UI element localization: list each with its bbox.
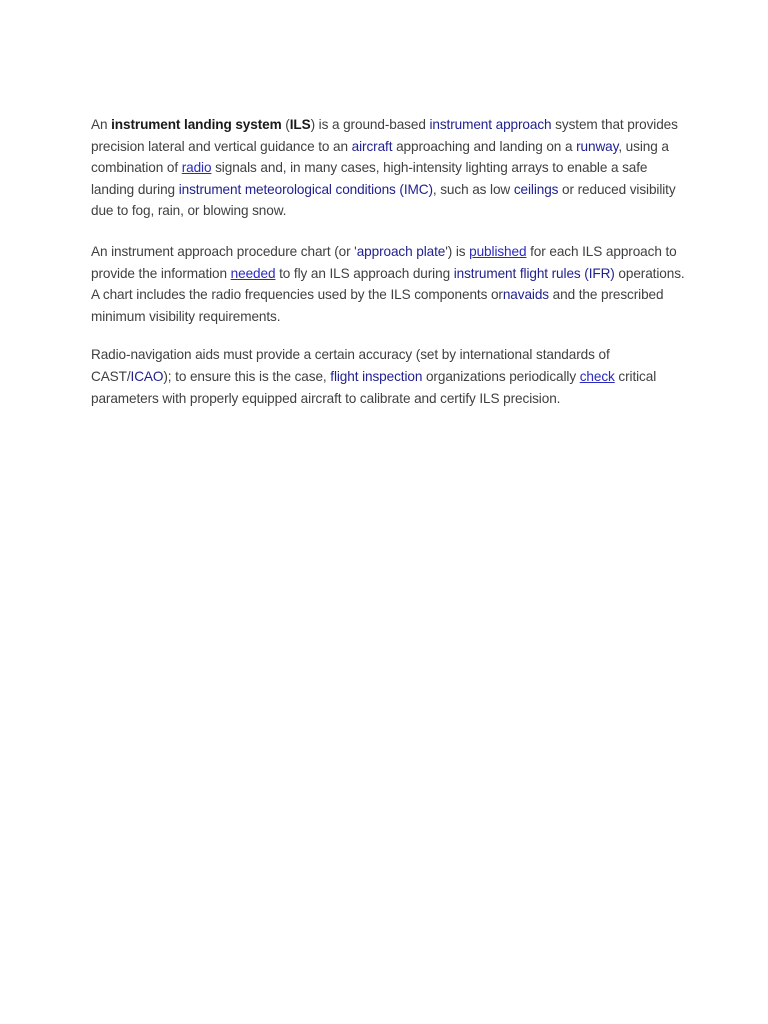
text-run: ); to ensure this is the case, (163, 368, 331, 384)
text-run: Radio-navigation aids must provide a certain accuracy (set by international standards of CAST/ (91, 347, 610, 384)
text-run: An instrument approach procedure chart (or ' (91, 243, 357, 259)
link-ceilings[interactable]: ceilings (513, 181, 559, 197)
text-run: , such as low (432, 181, 514, 197)
text-run: organizations periodically (422, 368, 580, 384)
link-instrument-approach[interactable]: instrument approach (429, 117, 552, 132)
text-run: signals and, in many cases, high-intensity lighting arrays to enable a safe landing during (91, 160, 648, 197)
paragraph-ils-intro (91, 114, 691, 222)
text-run: or reduced visibility due to fog, rain, or blowing snow. (91, 181, 676, 219)
bold-term-ils: ILS (289, 117, 311, 132)
link-radio[interactable]: radio (181, 160, 212, 176)
paragraph-approach-chart (91, 241, 691, 327)
link-instrument-flight-rules-ifr[interactable]: instrument flight rules (IFR) (453, 265, 615, 281)
text-run: ( (281, 117, 290, 132)
article-body (91, 114, 691, 429)
text-run: ) is a ground-based (310, 117, 430, 132)
link-aircraft[interactable]: aircraft (351, 138, 393, 154)
link-icao[interactable]: ICAO (130, 368, 164, 384)
text-run: operations. A chart includes the radio frequencies used by the ILS components or (91, 265, 685, 303)
link-flight-inspection[interactable]: flight inspection (330, 368, 423, 384)
link-check[interactable]: check (579, 368, 615, 384)
paragraph-radio-navigation (91, 344, 691, 409)
text-run: , using a combination of (91, 138, 669, 176)
link-navaids[interactable]: navaids (502, 287, 549, 303)
text-run: An (91, 117, 112, 132)
text-run: critical parameters with properly equipped aircraft to calibrate and certify ILS precision. (91, 368, 657, 406)
text-run: approaching and landing on a (392, 138, 577, 154)
link-approach-plate[interactable]: approach plate (356, 243, 446, 259)
link-instrument-meteorological-conditions-imc[interactable]: instrument meteorological conditions (IMC) (178, 181, 433, 197)
text-run: for each ILS approach to provide the information (91, 243, 677, 281)
link-published[interactable]: published (469, 243, 527, 259)
link-needed[interactable]: needed (230, 265, 276, 281)
bold-term-instrument-landing-system: instrument landing system (111, 117, 282, 132)
text-run: and the prescribed minimum visibility requirements. (91, 287, 664, 324)
text-run: ') is (445, 243, 470, 259)
text-run: to fly an ILS approach during (275, 265, 454, 281)
text-run: system that provides precision lateral and vertical guidance to an (91, 117, 678, 154)
link-runway[interactable]: runway (576, 138, 619, 154)
